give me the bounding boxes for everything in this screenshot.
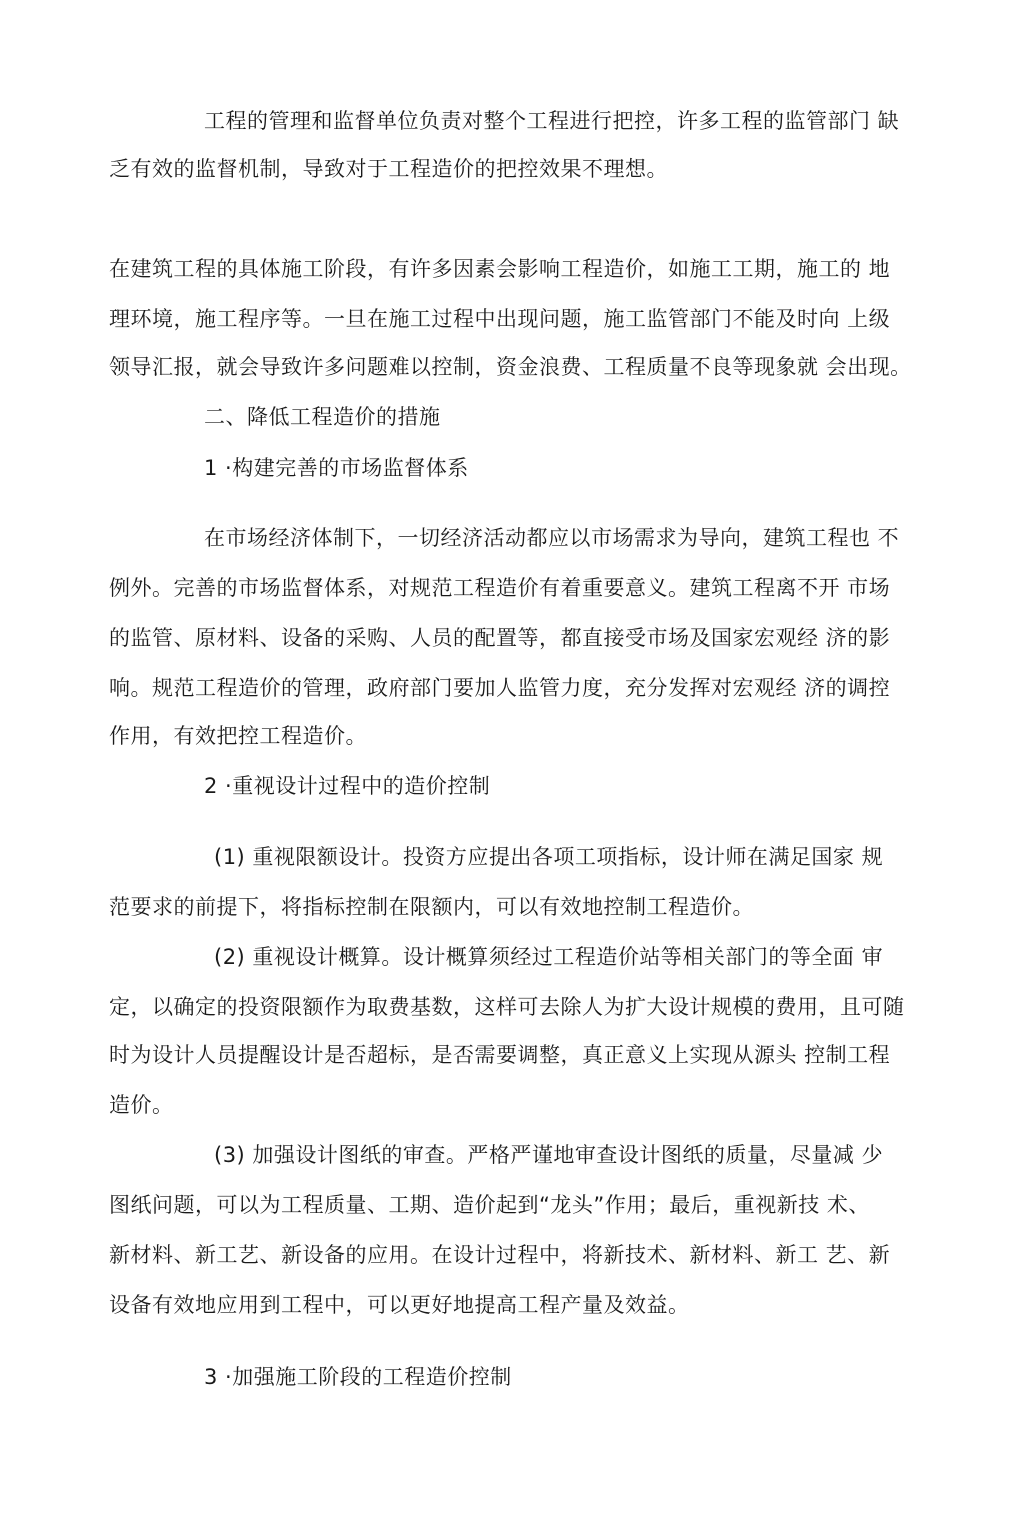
- paragraph-line: 设备有效地应用到工程中，可以更好地提高工程产量及效益。: [109, 1293, 690, 1317]
- subsection-heading: 3 ·加强施工阶段的工程造价控制: [204, 1365, 512, 1389]
- subsection-heading: 1 ·构建完善的市场监督体系: [204, 456, 469, 480]
- paragraph-line: 响。规范工程造价的管理，政府部门要加人监管力度，充分发挥对宏观经 济的调控: [109, 676, 891, 700]
- paragraph-line: 领导汇报，就会导致许多问题难以控制，资金浪费、工程质量不良等现象就 会出现。: [109, 355, 912, 379]
- paragraph-line: 造价。: [109, 1093, 174, 1117]
- paragraph-line: 工程的管理和监督单位负责对整个工程进行把控，许多工程的监管部门 缺: [204, 109, 900, 133]
- list-item-line: (3) 加强设计图纸的审查。严格严谨地审查设计图纸的质量，尽量减 少: [214, 1143, 884, 1167]
- paragraph-line: 在市场经济体制下，一切经济活动都应以市场需求为导向，建筑工程也 不: [204, 526, 900, 550]
- paragraph-line: 例外。完善的市场监督体系，对规范工程造价有着重要意义。建筑工程离不开 市场: [109, 576, 891, 600]
- paragraph-line: 作用，有效把控工程造价。: [109, 724, 367, 748]
- paragraph-line: 乏有效的监督机制，导致对于工程造价的把控效果不理想。: [109, 157, 668, 181]
- paragraph-line: 在建筑工程的具体施工阶段，有许多因素会影响工程造价，如施工工期，施工的 地: [109, 257, 891, 281]
- paragraph-line: 新材料、新工艺、新设备的应用。在设计过程中，将新技术、新材料、新工 艺、新: [109, 1243, 891, 1267]
- paragraph-line: 图纸问题，可以为工程质量、工期、造价起到“龙头”作用；最后，重视新技 术、: [109, 1193, 870, 1217]
- list-item-line: (2) 重视设计概算。设计概算须经过工程造价站等相关部门的等全面 审: [214, 945, 884, 969]
- paragraph-line: 理环境，施工程序等。一旦在施工过程中出现问题，施工监管部门不能及时向 上级: [109, 307, 891, 331]
- paragraph-line: 时为设计人员提醒设计是否超标，是否需要调整，真正意义上实现从源头 控制工程: [109, 1043, 891, 1067]
- paragraph-line: 范要求的前提下，将指标控制在限额内，可以有效地控制工程造价。: [109, 895, 754, 919]
- list-item-line: (1) 重视限额设计。投资方应提出各项工项指标，设计师在满足国家 规: [214, 845, 884, 869]
- section-heading: 二、降低工程造价的措施: [204, 405, 441, 429]
- paragraph-line: 的监管、原材料、设备的采购、人员的配置等，都直接受市场及国家宏观经 济的影: [109, 626, 891, 650]
- subsection-heading: 2 ·重视设计过程中的造价控制: [204, 774, 491, 798]
- paragraph-line: 定，以确定的投资限额作为取费基数，这样可去除人为扩大设计规模的费用，且可随: [109, 995, 905, 1019]
